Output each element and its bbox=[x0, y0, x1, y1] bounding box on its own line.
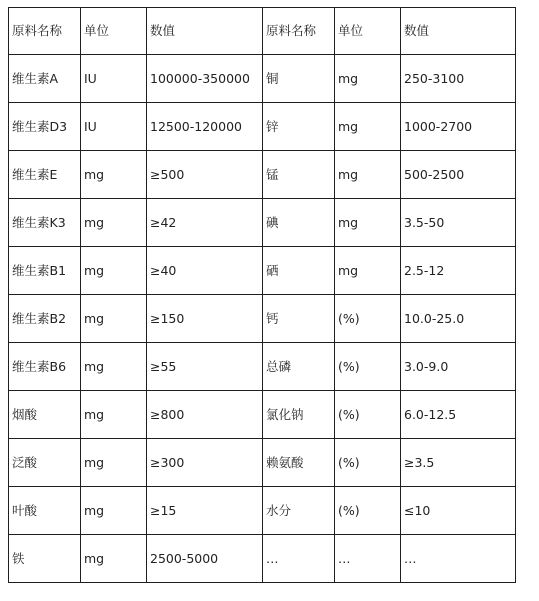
table-cell-value: ≥800 bbox=[147, 391, 263, 439]
table-cell-material-name: 水分 bbox=[263, 487, 335, 535]
table-cell-material-name: 维生素D3 bbox=[9, 103, 81, 151]
table-cell-unit: mg bbox=[81, 343, 147, 391]
table-cell-value: 6.0-12.5 bbox=[401, 391, 516, 439]
table-cell-material-name: 铁 bbox=[9, 535, 81, 583]
table-cell-value: ≥40 bbox=[147, 247, 263, 295]
table-cell-value: ≤10 bbox=[401, 487, 516, 535]
table-cell-material-name: 总磷 bbox=[263, 343, 335, 391]
table-cell-unit: IU bbox=[81, 55, 147, 103]
table-cell-unit: mg bbox=[81, 391, 147, 439]
table-cell-value: … bbox=[401, 535, 516, 583]
table-cell-material-name: 碘 bbox=[263, 199, 335, 247]
table-cell-unit: (%) bbox=[335, 439, 401, 487]
table-cell-value: 100000-350000 bbox=[147, 55, 263, 103]
table-row bbox=[9, 343, 516, 391]
header-cell-material-name: 原料名称 bbox=[9, 8, 81, 55]
table-cell-value: ≥500 bbox=[147, 151, 263, 199]
table-cell-unit: (%) bbox=[335, 343, 401, 391]
table-cell-material-name: 硒 bbox=[263, 247, 335, 295]
table-row bbox=[9, 247, 516, 295]
header-cell-unit: 单位 bbox=[81, 8, 147, 55]
table-cell-unit: mg bbox=[81, 487, 147, 535]
table-cell-unit: (%) bbox=[335, 391, 401, 439]
table-cell-unit: mg bbox=[81, 151, 147, 199]
table-cell-value: ≥15 bbox=[147, 487, 263, 535]
table-cell-value: ≥42 bbox=[147, 199, 263, 247]
table-row bbox=[9, 103, 516, 151]
table-row bbox=[9, 199, 516, 247]
table-cell-material-name: 钙 bbox=[263, 295, 335, 343]
table-cell-unit: mg bbox=[81, 199, 147, 247]
table-cell-unit: mg bbox=[335, 247, 401, 295]
table-cell-unit: (%) bbox=[335, 295, 401, 343]
table-cell-material-name: 氯化钠 bbox=[263, 391, 335, 439]
table-cell-material-name: 维生素B2 bbox=[9, 295, 81, 343]
table-cell-value: ≥150 bbox=[147, 295, 263, 343]
table-cell-material-name: 叶酸 bbox=[9, 487, 81, 535]
table-cell-value: 3.5-50 bbox=[401, 199, 516, 247]
table-cell-value: 1000-2700 bbox=[401, 103, 516, 151]
table-cell-material-name: 烟酸 bbox=[9, 391, 81, 439]
table-cell-value: 3.0-9.0 bbox=[401, 343, 516, 391]
table-row bbox=[9, 535, 516, 583]
table-cell-value: 2.5-12 bbox=[401, 247, 516, 295]
table-cell-material-name: 维生素K3 bbox=[9, 199, 81, 247]
table-cell-material-name: 维生素E bbox=[9, 151, 81, 199]
table-row bbox=[9, 151, 516, 199]
table-cell-material-name: … bbox=[263, 535, 335, 583]
table-row bbox=[9, 391, 516, 439]
table-cell-value: 500-2500 bbox=[401, 151, 516, 199]
table-cell-material-name: 维生素B6 bbox=[9, 343, 81, 391]
table-cell-value: 10.0-25.0 bbox=[401, 295, 516, 343]
table-cell-material-name: 锰 bbox=[263, 151, 335, 199]
table-cell-unit: mg bbox=[81, 295, 147, 343]
table-cell-unit: IU bbox=[81, 103, 147, 151]
table-cell-unit: mg bbox=[335, 55, 401, 103]
table-row bbox=[9, 487, 516, 535]
header-cell-value: 数值 bbox=[147, 8, 263, 55]
table-cell-unit: (%) bbox=[335, 487, 401, 535]
header-cell-unit: 单位 bbox=[335, 8, 401, 55]
table-cell-material-name: 维生素A bbox=[9, 55, 81, 103]
table-cell-value: 12500-120000 bbox=[147, 103, 263, 151]
table-row bbox=[9, 295, 516, 343]
table-row bbox=[9, 439, 516, 487]
table-cell-value: ≥300 bbox=[147, 439, 263, 487]
table-header-row bbox=[9, 8, 516, 55]
table-cell-material-name: 泛酸 bbox=[9, 439, 81, 487]
header-cell-material-name: 原料名称 bbox=[263, 8, 335, 55]
table-cell-unit: mg bbox=[335, 103, 401, 151]
table-cell-value: ≥55 bbox=[147, 343, 263, 391]
table-cell-value: 2500-5000 bbox=[147, 535, 263, 583]
table-cell-value: ≥3.5 bbox=[401, 439, 516, 487]
table-cell-unit: mg bbox=[81, 247, 147, 295]
table-cell-unit: mg bbox=[81, 535, 147, 583]
nutrient-spec-table bbox=[8, 7, 516, 583]
header-cell-value: 数值 bbox=[401, 8, 516, 55]
table-cell-value: 250-3100 bbox=[401, 55, 516, 103]
table-row bbox=[9, 55, 516, 103]
table-cell-unit: mg bbox=[335, 151, 401, 199]
table-cell-material-name: 维生素B1 bbox=[9, 247, 81, 295]
table-cell-material-name: 铜 bbox=[263, 55, 335, 103]
table-cell-material-name: 锌 bbox=[263, 103, 335, 151]
table-cell-unit: mg bbox=[335, 199, 401, 247]
table-cell-material-name: 赖氨酸 bbox=[263, 439, 335, 487]
table-cell-unit: mg bbox=[81, 439, 147, 487]
table-cell-unit: … bbox=[335, 535, 401, 583]
